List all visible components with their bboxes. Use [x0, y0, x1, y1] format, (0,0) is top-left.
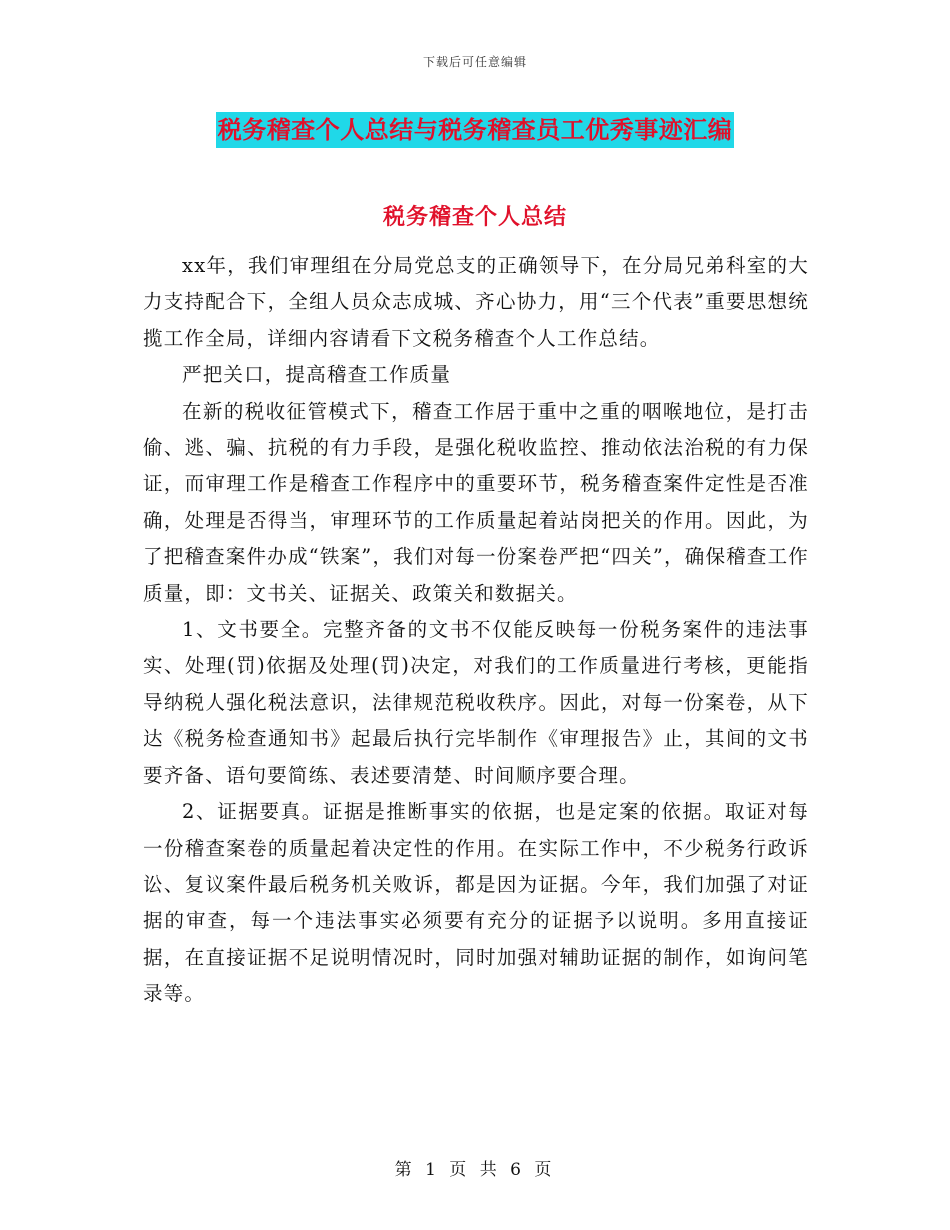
paragraph-audit-role: 在新的税收征管模式下，稽查工作居于重中之重的咽喉地位，是打击偷、逃、骗、抗税的有力手段，是强化税收监控、推动依法治税的有力保证，而审理工作是稽查工作程序中的重要环节，税务稽查案件定性是否准确，处理是否得当，审理环节的工作质量起着站岗把关的作用。因此，为了把稽查案件办成“铁案”，我们对每一份案卷严把“四关”，确保稽查工作质量，即：文书关、证据关、政策关和数据关。 — [143, 399, 809, 605]
page-footer: 第 1 页 共 6 页 — [394, 1160, 556, 1180]
document-title-container — [0, 112, 950, 148]
document-body — [143, 248, 809, 1013]
document-title: 税务稽查个人总结与税务稽查员工优秀事迹汇编 — [216, 112, 735, 148]
paragraph-subheading: 严把关口，提高稽查工作质量 — [182, 363, 452, 387]
paragraph-intro: xx年，我们审理组在分局党总支的正确领导下，在分局兄弟科室的大力支持配合下，全组人员众志成城、齐心协力，用“三个代表”重要思想统揽工作全局，详细内容请看下文税务稽查个人工作总结。 — [143, 254, 809, 350]
header-note: 下载后可任意编辑 — [422, 55, 527, 69]
paragraph-evidence: 2、证据要真。证据是推断事实的依据，也是定案的依据。取证对每一份稽查案卷的质量起着决定性的作用。在实际工作中，不少税务行政诉讼、复议案件最后税务机关败诉，都是因为证据。今年，我们加强了对证据的审查，每一个违法事实必须要有充分的证据予以说明。多用直接证据，在直接证据不足说明情况时，同时加强对辅助证据的制作，如询问笔录等。 — [143, 800, 809, 1006]
paragraph-documents: 1、文书要全。完整齐备的文书不仅能反映每一份税务案件的违法事实、处理(罚)依据及处理(罚)决定，对我们的工作质量进行考核，更能指导纳税人强化税法意识，法律规范税收秩序。因此，对每一份案卷，从下达《税务检查通知书》起最后执行完毕制作《审理报告》止，其间的文书要齐备、语句要简练、表述要清楚、时间顺序要合理。 — [143, 618, 809, 787]
section-title: 税务稽查个人总结 — [382, 204, 567, 230]
